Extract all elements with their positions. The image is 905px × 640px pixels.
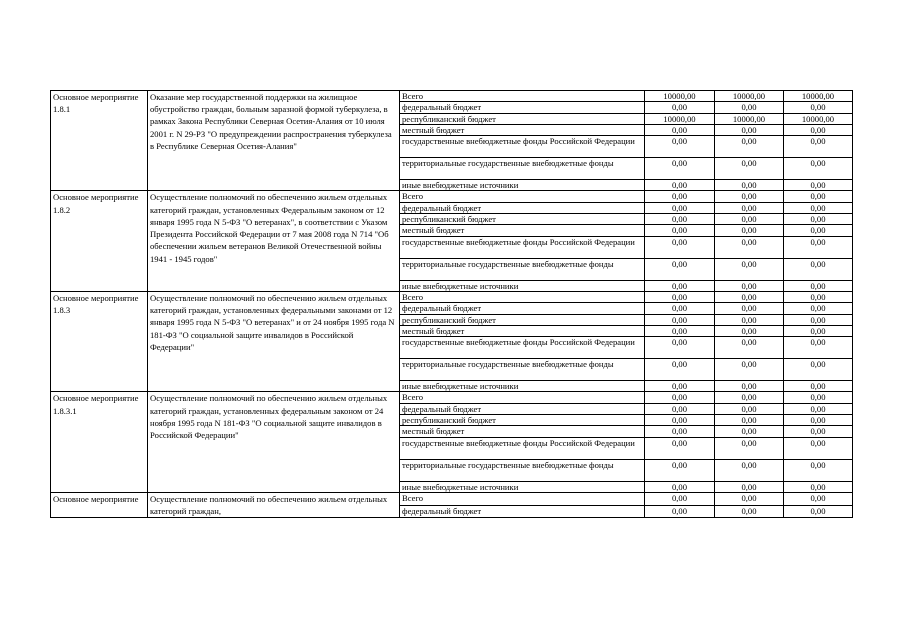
- amount-cell-year-3: 0,00: [784, 303, 853, 314]
- amount-cell-year-1: 0,00: [645, 381, 715, 392]
- funding-source-cell: территориальные государственные внебюджетные фонды: [400, 459, 645, 481]
- table-row: [51, 392, 853, 403]
- amount-cell-year-3: 0,00: [784, 202, 853, 213]
- amount-cell-year-1: 0,00: [645, 225, 715, 236]
- amount-cell-year-2: 0,00: [715, 102, 784, 113]
- amount-cell-year-2: 10000,00: [715, 113, 784, 124]
- amount-cell-year-3: 0,00: [784, 291, 853, 302]
- amount-cell-year-1: 0,00: [645, 236, 715, 258]
- amount-cell-year-2: 0,00: [715, 236, 784, 258]
- funding-source-cell: федеральный бюджет: [400, 303, 645, 314]
- amount-cell-year-2: 0,00: [715, 202, 784, 213]
- activity-description-cell: Осуществление полномочий по обеспечению жильем отдельных категорий граждан, установленных федеральными законами от 12 января 1995 года N 5-ФЗ "О ветеранах" и от 24 ноября 1995 года N 181-ФЗ "О социальной защите инвалидов в Российской Федерации": [148, 291, 400, 391]
- activity-number-cell: Основное мероприятие 1.8.2: [51, 191, 148, 291]
- amount-cell-year-3: 0,00: [784, 426, 853, 437]
- amount-cell-year-3: 0,00: [784, 225, 853, 236]
- amount-cell-year-2: 0,00: [715, 415, 784, 426]
- amount-cell-year-3: 0,00: [784, 102, 853, 113]
- amount-cell-year-3: 0,00: [784, 214, 853, 225]
- amount-cell-year-2: 0,00: [715, 225, 784, 236]
- amount-cell-year-1: 0,00: [645, 403, 715, 414]
- funding-source-cell: государственные внебюджетные фонды Российской Федерации: [400, 337, 645, 359]
- amount-cell-year-1: 0,00: [645, 492, 715, 505]
- funding-source-cell: территориальные государственные внебюджетные фонды: [400, 158, 645, 180]
- amount-cell-year-3: 0,00: [784, 359, 853, 381]
- amount-cell-year-1: 0,00: [645, 136, 715, 158]
- amount-cell-year-3: 0,00: [784, 136, 853, 158]
- amount-cell-year-3: 0,00: [784, 492, 853, 505]
- funding-source-cell: иные внебюджетные источники: [400, 280, 645, 291]
- activity-description-cell: Осуществление полномочий по обеспечению жильем отдельных категорий граждан, установленных Федеральным законом от 12 января 1995 года N 5-ФЗ "О ветеранах", в соответствии с Указом Президента Российской Федерации от 7 мая 2008 года N 714 "Об обеспечении жильем ветеранов Великой Отечественной войны 1941 - 1945 годов": [148, 191, 400, 291]
- amount-cell-year-2: 10000,00: [715, 91, 784, 102]
- funding-source-cell: Всего: [400, 91, 645, 102]
- amount-cell-year-2: 0,00: [715, 180, 784, 191]
- amount-cell-year-3: 10000,00: [784, 91, 853, 102]
- amount-cell-year-1: 0,00: [645, 158, 715, 180]
- amount-cell-year-1: 0,00: [645, 280, 715, 291]
- activity-number-cell: Основное мероприятие 1.8.3.1: [51, 392, 148, 492]
- amount-cell-year-2: 0,00: [715, 191, 784, 202]
- amount-cell-year-3: 0,00: [784, 481, 853, 492]
- amount-cell-year-1: 0,00: [645, 437, 715, 459]
- funding-source-cell: федеральный бюджет: [400, 403, 645, 414]
- amount-cell-year-1: 0,00: [645, 325, 715, 336]
- amount-cell-year-3: 0,00: [784, 191, 853, 202]
- amount-cell-year-2: 0,00: [715, 214, 784, 225]
- activity-description-cell: Осуществление полномочий по обеспечению жильем отдельных категорий граждан,: [148, 492, 400, 517]
- funding-source-cell: иные внебюджетные источники: [400, 381, 645, 392]
- amount-cell-year-1: 0,00: [645, 214, 715, 225]
- amount-cell-year-2: 0,00: [715, 258, 784, 280]
- amount-cell-year-1: 0,00: [645, 303, 715, 314]
- amount-cell-year-1: 0,00: [645, 258, 715, 280]
- funding-source-cell: государственные внебюджетные фонды Российской Федерации: [400, 136, 645, 158]
- amount-cell-year-3: 10000,00: [784, 113, 853, 124]
- funding-source-cell: Всего: [400, 392, 645, 403]
- funding-source-cell: государственные внебюджетные фонды Российской Федерации: [400, 236, 645, 258]
- funding-source-cell: иные внебюджетные источники: [400, 481, 645, 492]
- amount-cell-year-1: 0,00: [645, 359, 715, 381]
- activity-description-cell: Оказание мер государственной поддержки на жилищное обустройство граждан, больным заразной формой туберкулеза, в рамках Закона Республики Северная Осетия-Алания от 10 июля 2001 г. N 29-РЗ "О предупреждении распространения туберкулеза в Республике Северная Осетия-Алания": [148, 91, 400, 191]
- amount-cell-year-2: 0,00: [715, 359, 784, 381]
- amount-cell-year-2: 0,00: [715, 124, 784, 135]
- amount-cell-year-3: 0,00: [784, 459, 853, 481]
- table-row: [51, 91, 853, 102]
- amount-cell-year-2: 0,00: [715, 325, 784, 336]
- funding-source-cell: государственные внебюджетные фонды Российской Федерации: [400, 437, 645, 459]
- funding-source-cell: местный бюджет: [400, 225, 645, 236]
- amount-cell-year-3: 0,00: [784, 437, 853, 459]
- amount-cell-year-1: 0,00: [645, 202, 715, 213]
- amount-cell-year-2: 0,00: [715, 158, 784, 180]
- amount-cell-year-3: 0,00: [784, 381, 853, 392]
- amount-cell-year-1: 0,00: [645, 102, 715, 113]
- activity-description-cell: Осуществление полномочий по обеспечению жильем отдельных категорий граждан, установленных федеральным законом от 24 ноября 1995 года N 181-ФЗ "О социальной защите инвалидов в Российской Федерации": [148, 392, 400, 492]
- amount-cell-year-2: 0,00: [715, 280, 784, 291]
- amount-cell-year-2: 0,00: [715, 392, 784, 403]
- amount-cell-year-2: 0,00: [715, 505, 784, 518]
- amount-cell-year-2: 0,00: [715, 337, 784, 359]
- table-row: [51, 492, 853, 505]
- amount-cell-year-2: 0,00: [715, 459, 784, 481]
- amount-cell-year-1: 0,00: [645, 291, 715, 302]
- amount-cell-year-2: 0,00: [715, 314, 784, 325]
- amount-cell-year-1: 0,00: [645, 180, 715, 191]
- amount-cell-year-1: 0,00: [645, 392, 715, 403]
- amount-cell-year-3: 0,00: [784, 415, 853, 426]
- amount-cell-year-1: 0,00: [645, 426, 715, 437]
- amount-cell-year-1: 0,00: [645, 415, 715, 426]
- activity-number-cell: Основное мероприятие 1.8.3: [51, 291, 148, 391]
- amount-cell-year-3: 0,00: [784, 325, 853, 336]
- amount-cell-year-3: 0,00: [784, 236, 853, 258]
- funding-table: [50, 90, 853, 518]
- amount-cell-year-2: 0,00: [715, 437, 784, 459]
- amount-cell-year-3: 0,00: [784, 505, 853, 518]
- funding-source-cell: иные внебюджетные источники: [400, 180, 645, 191]
- table-row: [51, 291, 853, 302]
- amount-cell-year-3: 0,00: [784, 280, 853, 291]
- amount-cell-year-1: 0,00: [645, 191, 715, 202]
- amount-cell-year-1: 10000,00: [645, 113, 715, 124]
- funding-source-cell: федеральный бюджет: [400, 505, 645, 518]
- amount-cell-year-1: 0,00: [645, 505, 715, 518]
- amount-cell-year-2: 0,00: [715, 492, 784, 505]
- amount-cell-year-2: 0,00: [715, 303, 784, 314]
- amount-cell-year-1: 0,00: [645, 459, 715, 481]
- amount-cell-year-3: 0,00: [784, 314, 853, 325]
- amount-cell-year-1: 0,00: [645, 337, 715, 359]
- amount-cell-year-1: 0,00: [645, 481, 715, 492]
- amount-cell-year-1: 0,00: [645, 314, 715, 325]
- amount-cell-year-2: 0,00: [715, 426, 784, 437]
- amount-cell-year-2: 0,00: [715, 136, 784, 158]
- amount-cell-year-3: 0,00: [784, 403, 853, 414]
- funding-table-body: [51, 91, 853, 518]
- amount-cell-year-3: 0,00: [784, 124, 853, 135]
- funding-source-cell: республиканский бюджет: [400, 113, 645, 124]
- funding-source-cell: местный бюджет: [400, 426, 645, 437]
- funding-source-cell: территориальные государственные внебюджетные фонды: [400, 359, 645, 381]
- funding-source-cell: федеральный бюджет: [400, 102, 645, 113]
- activity-number-cell: Основное мероприятие 1.8.1: [51, 91, 148, 191]
- amount-cell-year-1: 10000,00: [645, 91, 715, 102]
- funding-source-cell: республиканский бюджет: [400, 314, 645, 325]
- amount-cell-year-1: 0,00: [645, 124, 715, 135]
- amount-cell-year-3: 0,00: [784, 392, 853, 403]
- funding-source-cell: территориальные государственные внебюджетные фонды: [400, 258, 645, 280]
- amount-cell-year-3: 0,00: [784, 158, 853, 180]
- activity-number-cell: Основное мероприятие: [51, 492, 148, 517]
- amount-cell-year-3: 0,00: [784, 258, 853, 280]
- funding-source-cell: Всего: [400, 492, 645, 505]
- funding-source-cell: Всего: [400, 291, 645, 302]
- amount-cell-year-2: 0,00: [715, 481, 784, 492]
- amount-cell-year-3: 0,00: [784, 337, 853, 359]
- amount-cell-year-2: 0,00: [715, 403, 784, 414]
- table-row: [51, 191, 853, 202]
- funding-source-cell: республиканский бюджет: [400, 214, 645, 225]
- funding-source-cell: республиканский бюджет: [400, 415, 645, 426]
- funding-source-cell: местный бюджет: [400, 325, 645, 336]
- amount-cell-year-2: 0,00: [715, 291, 784, 302]
- amount-cell-year-3: 0,00: [784, 180, 853, 191]
- amount-cell-year-2: 0,00: [715, 381, 784, 392]
- funding-source-cell: федеральный бюджет: [400, 202, 645, 213]
- funding-source-cell: местный бюджет: [400, 124, 645, 135]
- funding-source-cell: Всего: [400, 191, 645, 202]
